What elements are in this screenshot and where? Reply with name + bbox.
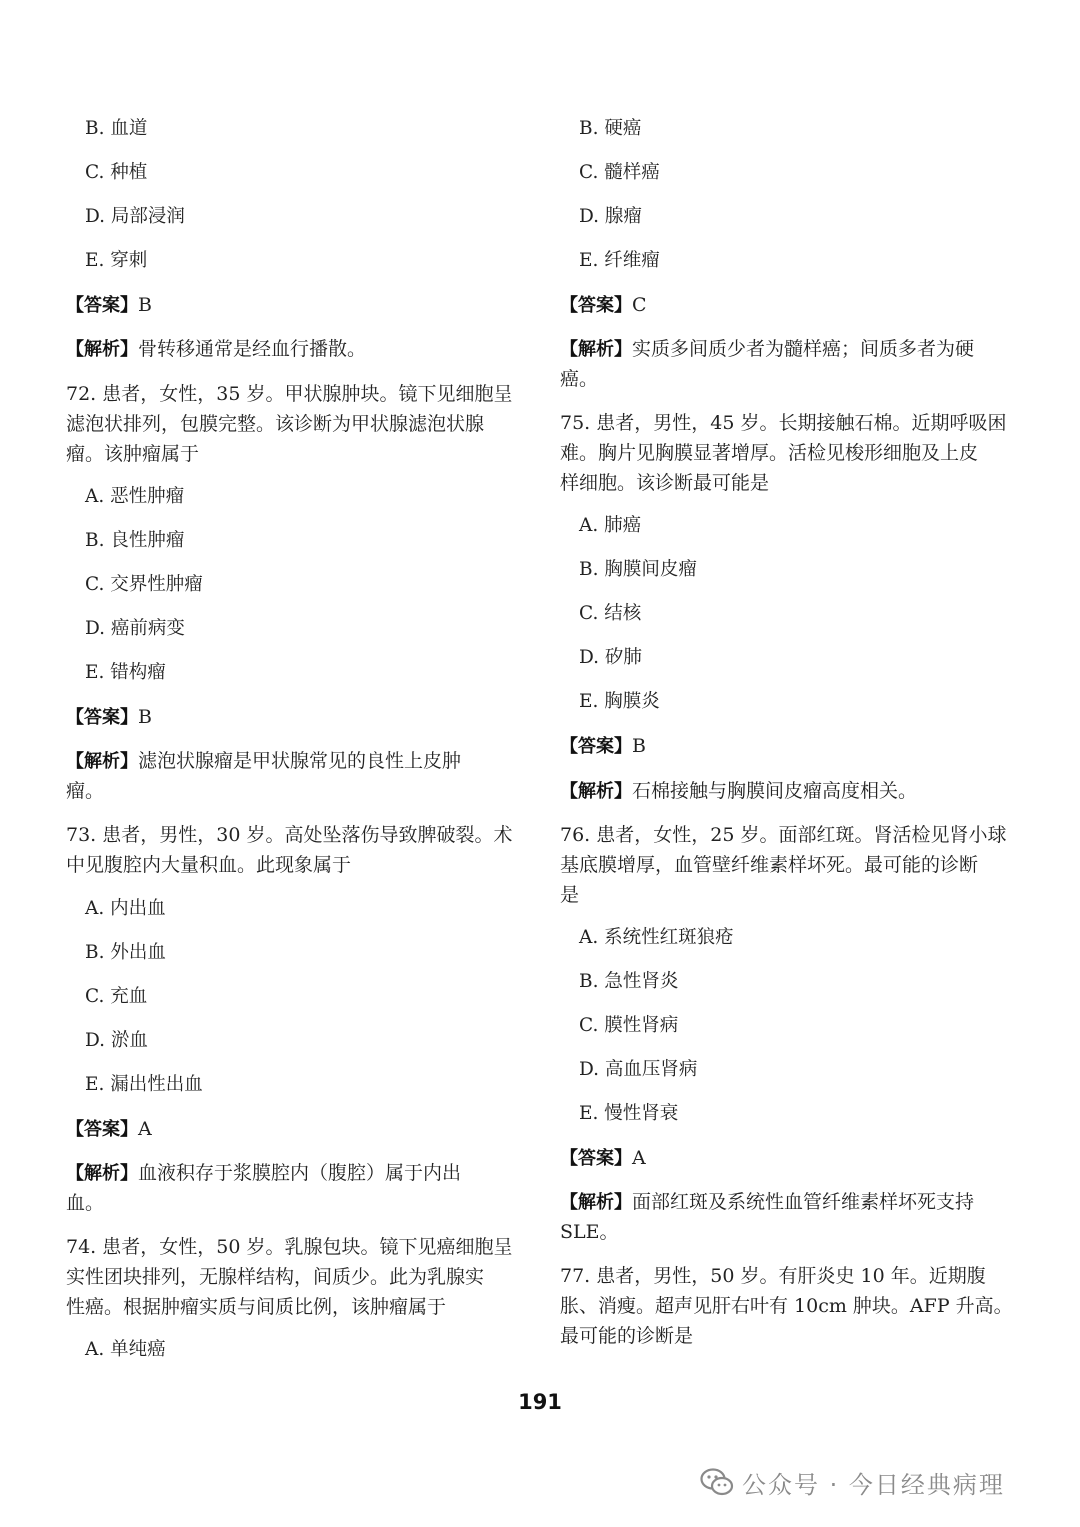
question-line: 74. 患者，女性，50 岁。乳腺包块。镜下见癌细胞呈 bbox=[66, 1236, 513, 1258]
option-line: B. 血道 bbox=[85, 118, 148, 139]
question-line: 基底膜增厚，血管壁纤维素样坏死。最可能的诊断 bbox=[560, 854, 979, 876]
question-line: 癌。 bbox=[560, 368, 599, 390]
question-line: 77. 患者，男性，50 岁。有肝炎史 10 年。近期腹 bbox=[560, 1265, 986, 1287]
label-tag: 【答案】 bbox=[66, 1119, 138, 1140]
question-line: 72. 患者，女性，35 岁。甲状腺肿块。镜下见细胞呈 bbox=[66, 383, 513, 405]
label-tag: 【答案】 bbox=[560, 1148, 632, 1169]
answer-line bbox=[66, 702, 152, 732]
question-line: 样细胞。该诊断最可能是 bbox=[560, 472, 770, 494]
label-tag: 【答案】 bbox=[66, 707, 138, 728]
question-line: 实性团块排列，无腺样结构，间质少。此为乳腺实 bbox=[66, 1266, 485, 1288]
explanation-line bbox=[66, 1158, 461, 1188]
watermark-text: 公众号 · 今日经典病理 bbox=[742, 1470, 1005, 1499]
answer-line bbox=[66, 290, 152, 320]
option-line: B. 胸膜间皮瘤 bbox=[579, 559, 697, 580]
option-line: B. 硬癌 bbox=[579, 118, 642, 139]
question-line: 瘤。该肿瘤属于 bbox=[66, 443, 200, 465]
label-text: B bbox=[138, 706, 152, 728]
option-line: E. 错构瘤 bbox=[85, 662, 166, 683]
option-line: A. 肺癌 bbox=[579, 515, 642, 536]
explanation-line bbox=[560, 1187, 974, 1217]
question-line: 瘤。 bbox=[66, 780, 105, 802]
wechat-icon bbox=[700, 1467, 734, 1497]
option-line: B. 外出血 bbox=[85, 942, 166, 963]
option-line: D. 高血压肾病 bbox=[579, 1059, 698, 1080]
label-tag: 【答案】 bbox=[560, 736, 632, 757]
option-line: B. 急性肾炎 bbox=[579, 971, 679, 992]
option-line: E. 胸膜炎 bbox=[579, 691, 660, 712]
question-line: 难。胸片见胸膜显著增厚。活检见梭形细胞及上皮 bbox=[560, 442, 979, 464]
option-line: A. 内出血 bbox=[85, 898, 166, 919]
label-tag: 【解析】 bbox=[560, 1192, 632, 1213]
option-line: D. 腺瘤 bbox=[579, 206, 642, 227]
label-text: 石棉接触与胸膜间皮瘤高度相关。 bbox=[632, 780, 918, 802]
option-line: D. 局部浸润 bbox=[85, 206, 185, 227]
label-tag: 【解析】 bbox=[560, 339, 632, 360]
question-line: 性癌。根据肿瘤实质与间质比例，该肿瘤属于 bbox=[66, 1296, 447, 1318]
label-text: A bbox=[138, 1118, 152, 1140]
label-tag: 【答案】 bbox=[66, 295, 138, 316]
option-line: C. 髓样癌 bbox=[579, 162, 660, 183]
label-text: B bbox=[632, 735, 646, 757]
option-line: C. 结核 bbox=[579, 603, 642, 624]
option-line: E. 穿刺 bbox=[85, 250, 148, 271]
label-text: 实质多间质少者为髓样癌；间质多者为硬 bbox=[632, 338, 975, 360]
answer-line bbox=[66, 1114, 152, 1144]
label-text: C bbox=[632, 294, 647, 316]
label-tag: 【解析】 bbox=[560, 781, 632, 802]
question-line: 胀、消瘦。超声见肝右叶有 10cm 肿块。AFP 升高。 bbox=[560, 1295, 1013, 1317]
question-line: 73. 患者，男性，30 岁。高处坠落伤导致脾破裂。术 bbox=[66, 824, 513, 846]
question-line: 滤泡状排列，包膜完整。该诊断为甲状腺滤泡状腺 bbox=[66, 413, 485, 435]
explanation-line bbox=[66, 334, 366, 364]
option-line: D. 淤血 bbox=[85, 1030, 148, 1051]
explanation-line bbox=[66, 746, 461, 776]
option-line: C. 交界性肿瘤 bbox=[85, 574, 203, 595]
question-line: 75. 患者，男性，45 岁。长期接触石棉。近期呼吸困 bbox=[560, 412, 1007, 434]
option-line: E. 漏出性出血 bbox=[85, 1074, 203, 1095]
question-line: 是 bbox=[560, 884, 580, 906]
option-line: C. 种植 bbox=[85, 162, 148, 183]
option-line: A. 系统性红斑狼疮 bbox=[579, 927, 734, 948]
option-line: C. 充血 bbox=[85, 986, 148, 1007]
answer-line bbox=[560, 731, 646, 761]
answer-line bbox=[560, 1143, 646, 1173]
watermark bbox=[700, 1462, 1005, 1502]
option-line: E. 纤维瘤 bbox=[579, 250, 660, 271]
label-text: 骨转移通常是经血行播散。 bbox=[138, 338, 367, 360]
option-line: B. 良性肿瘤 bbox=[85, 530, 185, 551]
label-text: A bbox=[632, 1147, 646, 1169]
answer-line bbox=[560, 290, 647, 320]
label-text: 面部红斑及系统性血管纤维素样坏死支持 bbox=[632, 1191, 975, 1213]
explanation-line bbox=[560, 334, 974, 364]
question-line: 血。 bbox=[66, 1192, 105, 1214]
option-line: C. 膜性肾病 bbox=[579, 1015, 679, 1036]
question-line: 76. 患者，女性，25 岁。面部红斑。肾活检见肾小球 bbox=[560, 824, 1007, 846]
explanation-line bbox=[560, 776, 917, 806]
label-text: 滤泡状腺瘤是甲状腺常见的良性上皮肿 bbox=[138, 750, 462, 772]
question-line: SLE。 bbox=[560, 1221, 619, 1243]
option-line: E. 慢性肾衰 bbox=[579, 1103, 679, 1124]
label-tag: 【解析】 bbox=[66, 751, 138, 772]
option-line: A. 恶性肿瘤 bbox=[85, 486, 185, 507]
label-tag: 【答案】 bbox=[560, 295, 632, 316]
question-line: 中见腹腔内大量积血。此现象属于 bbox=[66, 854, 352, 876]
option-line: A. 单纯癌 bbox=[85, 1339, 166, 1360]
label-text: B bbox=[138, 294, 152, 316]
label-text: 血液积存于浆膜腔内（腹腔）属于内出 bbox=[138, 1162, 462, 1184]
label-tag: 【解析】 bbox=[66, 1163, 138, 1184]
label-tag: 【解析】 bbox=[66, 339, 138, 360]
page-number: 191 bbox=[518, 1390, 562, 1414]
question-line: 最可能的诊断是 bbox=[560, 1325, 694, 1347]
option-line: D. 矽肺 bbox=[579, 647, 642, 668]
option-line: D. 癌前病变 bbox=[85, 618, 185, 639]
